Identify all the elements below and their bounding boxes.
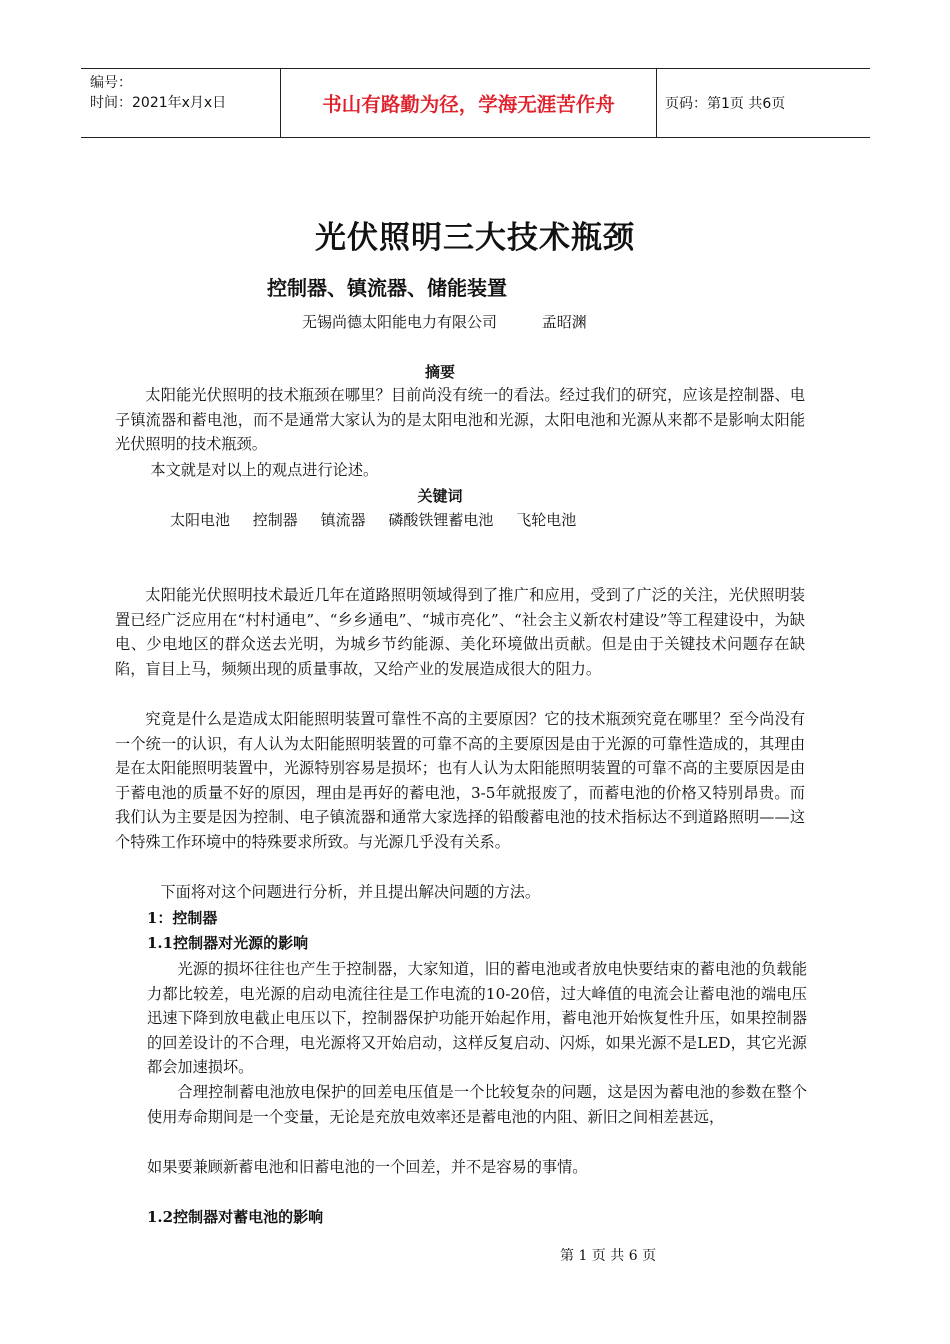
time-label: 时间：2021年x月x日 <box>90 95 227 111</box>
keyword-item: 镇流器 <box>320 511 366 529</box>
keyword-item: 磷酸铁锂蓄电池 <box>388 511 494 529</box>
body-paragraph-1: 太阳能光伏照明技术最近几年在道路照明领域得到了推广和应用，受到了广泛的关注，光伏照明装置已经广泛应用在“村村通电”、“乡乡通电”、“城市亮化”、“社会主义新农村建设”等工程建设中，为缺电、少电地区的群众送去光明，为城乡节约能源、美化环境做出贡献。但是由于关键技术问题存在缺陷，盲目上马，频频出现的质量事故，又给产业的发展造成很大的阻力。 <box>115 586 805 678</box>
author-line <box>302 311 587 332</box>
abstract-paragraph-1: 太阳能光伏照明的技术瓶颈在哪里？目前尚没有统一的看法。经过我们的研究，应该是控制器、电子镇流器和蓄电池，而不是通常大家认为的是太阳电池和光源，太阳电池和光源从来都不是影响太阳能光伏照明的技术瓶颈。 <box>115 386 805 453</box>
keyword-item: 控制器 <box>252 511 298 529</box>
header-meta-cell <box>81 69 281 137</box>
page-title: 光伏照明三大技术瓶颈 <box>315 220 635 256</box>
abstract-heading: 摘要 <box>424 363 455 381</box>
body-paragraph-4: 光源的损坏往往也产生于控制器，大家知道，旧的蓄电池或者放电快要结束的蓄电池的负载能力都比较差，电光源的启动电流往往是工作电流的10-20倍，过大峰值的电流会让蓄电池的端电压迅速下降到放电截止电压以下，控制器保护功能开始起作用，蓄电池开始恢复性升压，如果控制器的回差设计的不合理，电光源将又开始启动，这样反复启动、闪烁，如果光源不是LED，其它光源都会加速损坏。 <box>147 960 807 1076</box>
author-name: 孟昭渊 <box>541 313 587 331</box>
page-subtitle: 控制器、镇流器、储能装置 <box>267 276 507 300</box>
keywords-list <box>170 509 594 530</box>
abstract-paragraph-2: 本文就是对以上的观点进行论述。 <box>150 461 379 479</box>
header-page-info: 页码：第1页 共6页 <box>665 96 786 112</box>
keyword-item: 飞轮电池 <box>516 511 577 529</box>
body-paragraph-6: 如果要兼顾新蓄电池和旧蓄电池的一个回差，并不是容易的事情。 <box>147 1158 588 1176</box>
header-motto: 书山有路勤为径，学海无涯苦作舟 <box>281 69 657 137</box>
section-heading-1-2: 1.2控制器对蓄电池的影响 <box>147 1208 324 1226</box>
body-paragraph-2: 究竟是什么是造成太阳能照明装置可靠性不高的主要原因？它的技术瓶颈究竟在哪里？至今尚没有一个统一的认识，有人认为太阳能照明装置的可靠不高的主要原因是由于光源的可靠性造成的，其理由是在太阳能照明装置中，光源特别容易是损坏；也有人认为太阳能照明装置的可靠不高的主要原因是由于蓄电池的质量不好的原因，理由是再好的蓄电池，3-5年就报废了，而蓄电池的价格又特别昂贵。而我们认为主要是因为控制、电子镇流器和通常大家选择的铅酸蓄电池的技术指标达不到道路照明——这个特殊工作环境中的特殊要求所致。与光源几乎没有关系。 <box>115 710 805 851</box>
keyword-item: 太阳电池 <box>170 511 231 529</box>
section-heading-1-1: 1.1控制器对光源的影响 <box>147 934 309 952</box>
serial-label: 编号： <box>90 75 132 91</box>
body-paragraph-5: 合理控制蓄电池放电保护的回差电压值是一个比较复杂的问题，这是因为蓄电池的参数在整个使用寿命期间是一个变量，无论是充放电效率还是蓄电池的内阻、新旧之间相差甚远， <box>147 1083 807 1126</box>
author-company: 无锡尚德太阳能电力有限公司 <box>302 313 498 331</box>
body-paragraph-3: 下面将对这个问题进行分析，并且提出解决问题的方法。 <box>160 883 541 901</box>
section-heading-1: 1：控制器 <box>147 909 218 927</box>
header-table <box>81 68 870 138</box>
page-footer: 第 1 页 共 6 页 <box>560 1248 657 1264</box>
keywords-heading: 关键词 <box>417 487 463 505</box>
